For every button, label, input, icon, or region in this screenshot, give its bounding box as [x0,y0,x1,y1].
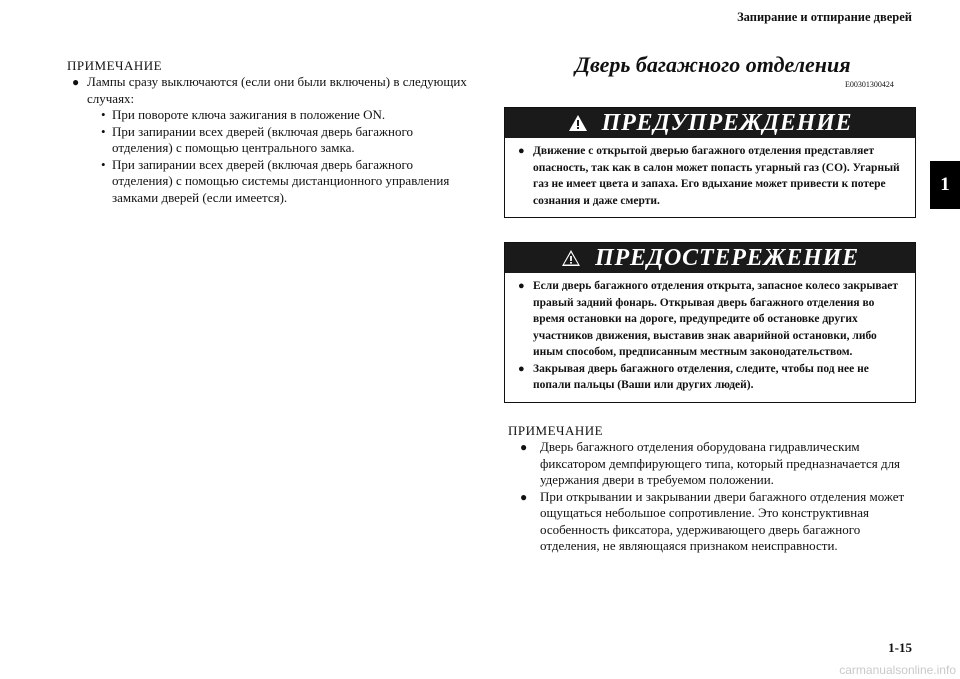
sub-bullet-icon: • [101,107,106,122]
note-title: ПРИМЕЧАНИЕ [67,58,163,73]
warning-triangle-icon [568,114,588,132]
watermark: carmanualsonline.info [839,663,956,677]
note-bullet-item [67,74,467,107]
caution-header [505,243,915,273]
warning-body [505,138,915,217]
note-bullet-item [516,439,918,489]
note-title: ПРИМЕЧАНИЕ [508,423,604,438]
list-item-text: При запирании всех дверей (включая дверь багажного отделения) с помощью системы дистанционного управления замками дверей (если имеется). [112,156,450,205]
warning-box [504,107,916,218]
section-code: E00301300424 [845,80,894,89]
caution-body [505,273,915,402]
bullet-icon: ● [520,440,528,454]
right-note [508,423,918,555]
caution-text: Если дверь багажного отделения открыта, запасное колесо закрывает правый задний фонарь. Открывая дверь багажного отделения во время остановки на дороге, предупредите об остановке других участников движения, выставив знак аварийной остановки, либо иным способом, предписанным местным законодательством. [533,280,899,358]
caution-item [518,278,905,361]
bullet-icon: ● [72,75,80,89]
warning-header [505,108,915,138]
sub-bullet-icon: • [101,123,106,139]
caution-triangle-icon [561,249,581,267]
left-note [67,58,467,206]
warning-title: ПРЕДУПРЕЖДЕНИЕ [601,109,853,136]
bullet-icon: ● [518,145,525,157]
warning-item [518,143,905,209]
caution-title: ПРЕДОСТЕРЕЖЕНИЕ [595,244,859,271]
page-header: Запирание и отпирание дверей [737,10,912,24]
caution-text: Закрывая дверь багажного отделения, следите, чтобы под нее не попали пальцы (Ваши или других людей). [533,362,869,391]
bullet-icon: ● [518,362,525,375]
page-number: 1-15 [888,640,912,655]
caution-item [518,361,905,394]
list-item [101,124,467,157]
note-bullet-item [516,489,918,555]
chapter-tab: 1 [930,161,960,209]
caution-box [504,242,916,403]
note-text: При открывании и закрывании двери багажного отделения может ощущаться небольшое сопротивление. Это конструктивная особенность фиксатора, удерживающего дверь багажного отделения, не являющаяся признаком неисправности. [540,488,905,553]
bullet-icon: ● [518,280,525,292]
section-title: Дверь багажного отделения [575,52,851,77]
note-text: Дверь багажного отделения оборудована гидравлическим фиксатором демпфирующего типа, который предназначается для удержания двери в требуемом положении. [540,439,901,487]
list-item [101,107,467,124]
warning-text: Движение с открытой дверью багажного отделения представляет опасность, так как в салон может попасть угарный газ (CO). Угарный газ не имеет цвета и запаха. Его вдыхание может привести к потере сознания и даже смерти. [533,145,900,207]
list-item [101,157,467,207]
bullet-icon: ● [520,489,528,504]
list-item-text: При запирании всех дверей (включая дверь багажного отделения) с помощью центрального замка. [112,123,413,155]
note-intro: Лампы сразу выключаются (если они были включены) в следующих случаях: [87,74,467,106]
sub-bullet-icon: • [101,156,106,172]
list-item-text: При повороте ключа зажигания в положение ON. [112,107,386,122]
